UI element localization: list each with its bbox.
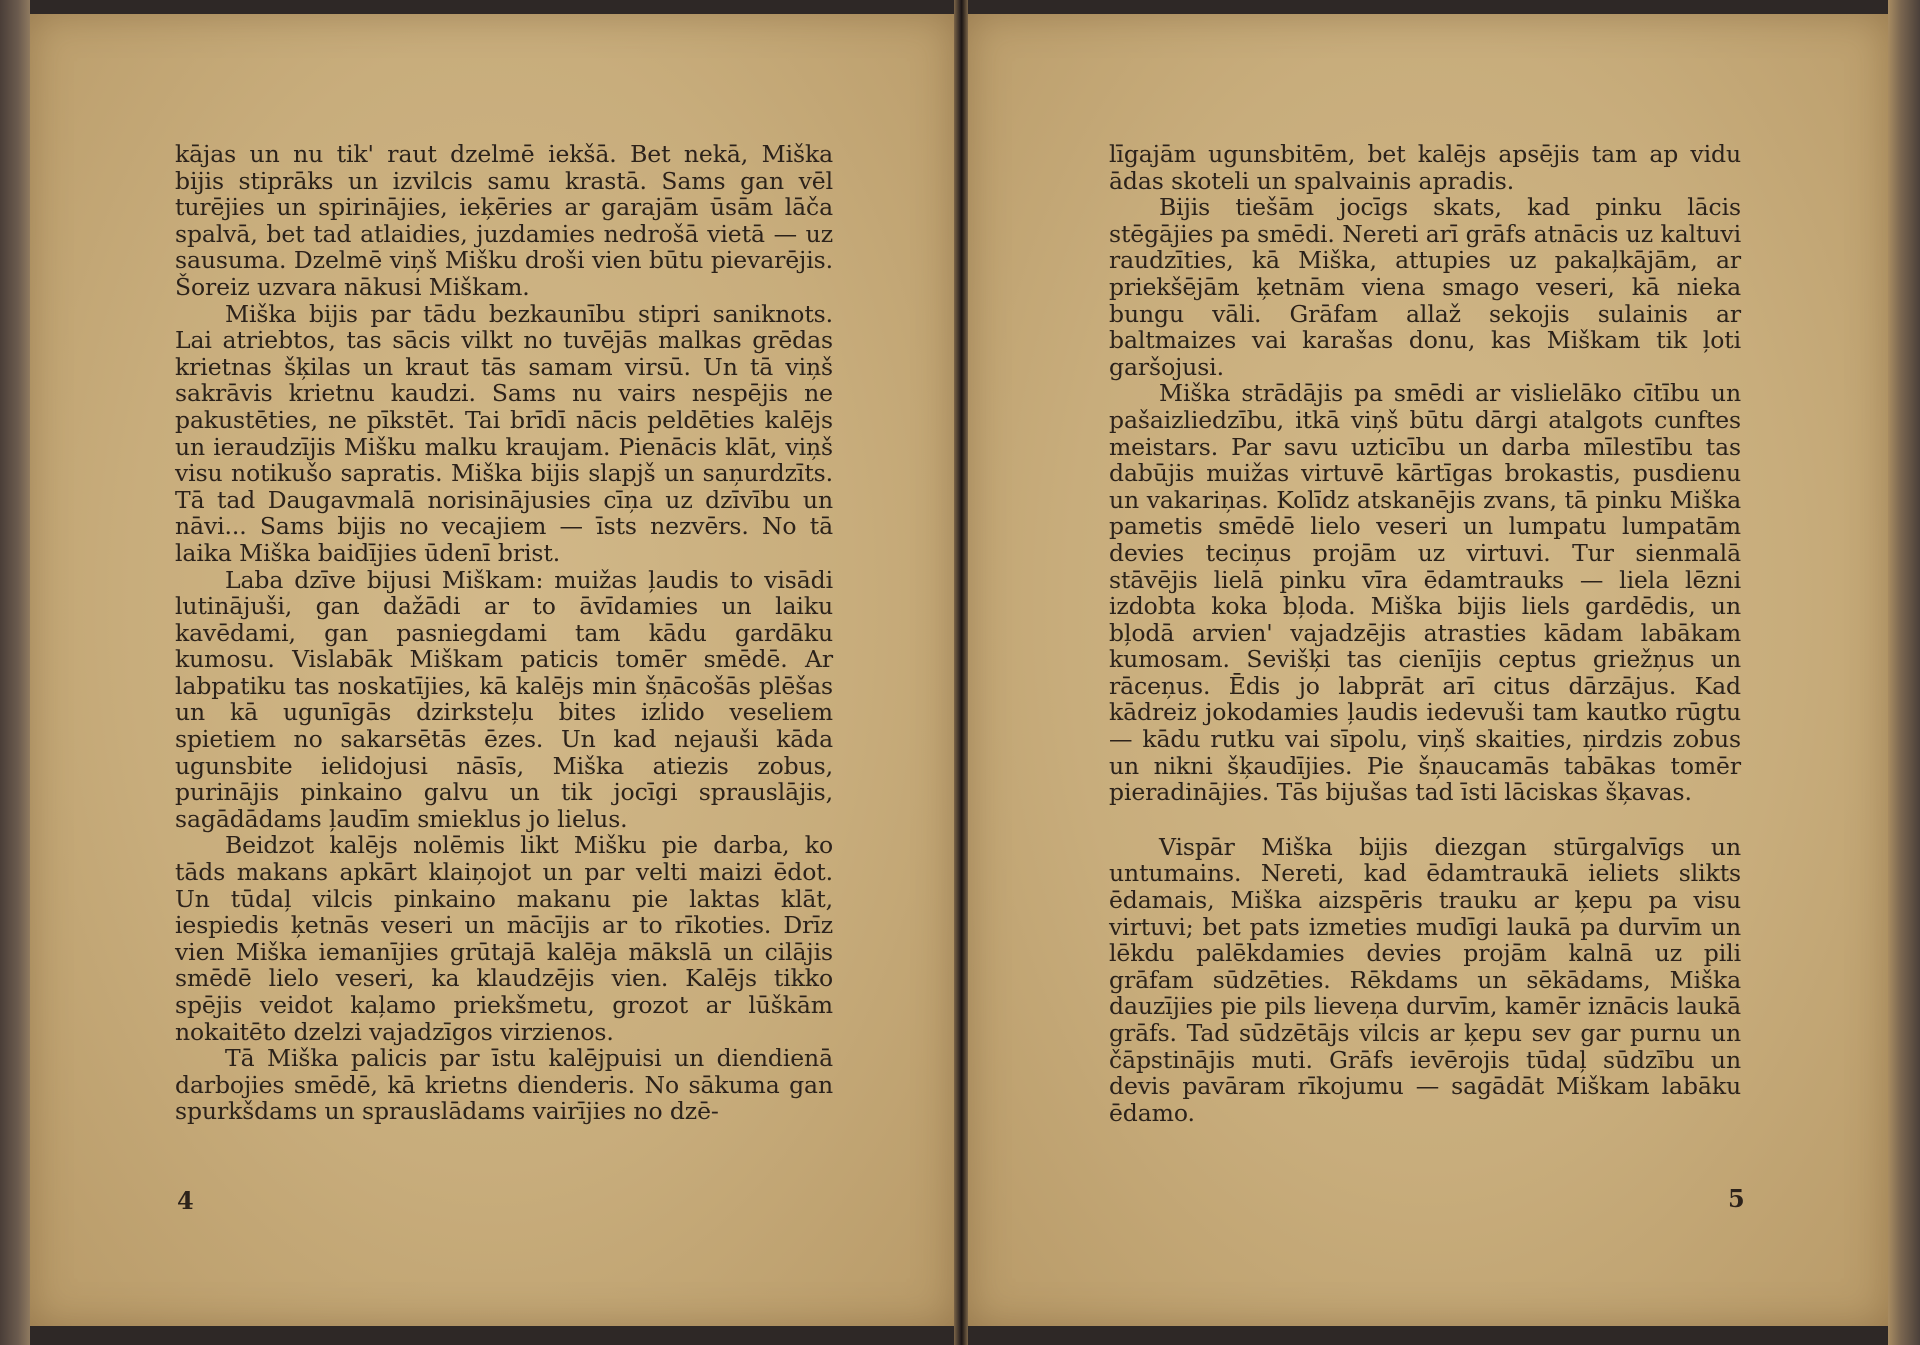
book-cover-edge-left [0, 0, 30, 1345]
paragraph: Laba dzīve bijusi Miškam: muižas ļaudis to visādi lutinājuši, gan dažādi ar to āvīdamies un laiku kavēdami, gan pasniegdami tam kādu gardāku kumosu. Vislabāk Miškam paticis tomēr smēdē. Ar labpatiku tas noskatījies, kā kalējs min šņācošās plēšas un kā ugunīgās dzirksteļu bites izlido veseliem spietiem no sakarsētās ēzes. Un kad nejauši kāda ugunsbite ielidojusi nāsīs, Miška atiezis zobus, purinājis pinkaino galvu un tik jocīgi sprauslājis, sagādādams ļaudīm smieklus jo lielus. [175, 565, 833, 833]
paragraph: Beidzot kalējs nolēmis likt Mišku pie darba, ko tāds makans apkārt klaiņojot un par velti maizi ēdot. Un tūdaļ vilcis pinkaino makanu pie laktas klāt, iespiedis ķetnās veseri un mācījis ar to rīkoties. Drīz vien Miška iemanījies grūtajā kalēja mākslā un cilājis smēdē lielo veseri, ka klaudzējis vien. Kalējs tikko spējis veidot kaļamo priekšmetu, grozot ar lūškām nokaitēto dzelzi vajadzīgos virzienos. [175, 831, 833, 1046]
book-gutter [954, 0, 968, 1345]
paragraph: Tā Miška palicis par īstu kalējpuisi un diendienā darbojies smēdē, kā krietns dienderis. No sākuma gan spurkšdams un sprauslādams vairījies no dzē- [175, 1044, 833, 1126]
paragraph: Miška strādājis pa smēdi ar vislielāko cītību un pašaizliedzību, itkā viņš būtu dārgi atalgots cunftes meistars. Par savu uzticību un darba mīlestību tas dabūjis muižas virtuvē kārtīgas brokastis, pusdienu un vakariņas. Kolīdz atskanējis zvans, tā pinku Miška pametis smēdē lielo veseri un lumpatu lumpatām devies teciņus projām uz virtuvi. Tur sienmalā stāvējis lielā pinku vīra ēdamtrauks — liela lēzni izdobta koka bļoda. Miška bijis liels gardēdis, un bļodā arvien' vajadzējis atrasties kādam labākam kumosam. Sevišķi tas cienījis ceptus griežņus un rāceņus. Ēdis jo labprāt arī citus dārzājus. Kad kādreiz jokodamies ļaudis iedevuši tam kautko rūgtu — kādu rutku vai sīpolu, viņš skaities, ņirdzis zobus un nikni šķaudījies. Pie šņaucamās tabākas tomēr pieradinājies. Tās bijušas tad īsti lāciskas šķavas. [1109, 379, 1741, 807]
left-page-text [175, 141, 833, 1125]
paragraph: Vispār Miška bijis diezgan stūrgalvīgs un untumains. Nereti, kad ēdamtraukā ieliets slikts ēdamais, Miška aizspēris trauku ar ķepu pa visu virtuvi; bet pats izmeties mudīgi laukā pa durvīm un lēkdu palēkdamies devies projām kalnā uz pili grāfam sūdzēties. Rēkdams un sēkādams, Miška dauzījies pie pils lieveņa durvīm, kamēr iznācis laukā grāfs. Tad sūdzētājs vilcis ar ķepu sev gar purnu un čāpstinājis muti. Grāfs ievērojis tūdaļ sūdzību un devis pavāram rīkojumu — sagādāt Miškam labāku ēdamo. [1109, 832, 1741, 1127]
book-cover-edge-right [1888, 0, 1920, 1345]
paragraph: Miška bijis par tādu bezkaunību stipri saniknots. Lai atriebtos, tas sācis vilkt no tuvējās malkas grēdas krietnas šķilas un kraut tās samam virsū. Un tā viņš sakrāvis krietnu kaudzi. Sams nu vairs nespējis ne pakustēties, ne pīkstēt. Tai brīdī nācis peldēties kalējs un ieraudzījis Mišku malku kraujam. Pienācis klāt, viņš visu notikušo sapratis. Miška bijis slapjš un saņurdzīts. Tā tad Daugavmalā norisinājusies cīņa uz dzīvību un nāvi... Sams bijis no vecajiem — īsts nezvērs. No tā laika Miška baidījies ūdenī brist. [175, 299, 833, 567]
page-number: 4 [177, 1186, 194, 1215]
left-page [30, 14, 954, 1326]
paragraph: līgajām ugunsbitēm, bet kalējs apsējis tam ap vidu ādas skoteli un spalvainis apradis. [1109, 140, 1741, 195]
right-page-text [1109, 141, 1741, 1126]
page-number: 5 [1728, 1184, 1745, 1213]
right-page [968, 14, 1888, 1326]
paragraph: kājas un nu tik' raut dzelmē iekšā. Bet nekā, Miška bijis stiprāks un izvilcis samu krastā. Sams gan vēl turējies un spirinājies, ieķēries ar garajām ūsām lāča spalvā, bet tad atlaidies, juzdamies nedrošā vietā — uz sausuma. Dzelmē viņš Mišku droši vien būtu pievarējis. Šoreiz uzvara nākusi Miškam. [175, 140, 833, 301]
paragraph: Bijis tiešām jocīgs skats, kad pinku lācis stēgājies pa smēdi. Nereti arī grāfs atnācis uz kaltuvi raudzīties, kā Miška, attupies uz pakaļkājām, ar priekšējām ķetnām viena smago veseri, kā nieka bungu vāli. Grāfam allaž sekojis sulainis ar baltmaizes vai karašas donu, kas Miškam tik ļoti garšojusi. [1109, 193, 1741, 381]
